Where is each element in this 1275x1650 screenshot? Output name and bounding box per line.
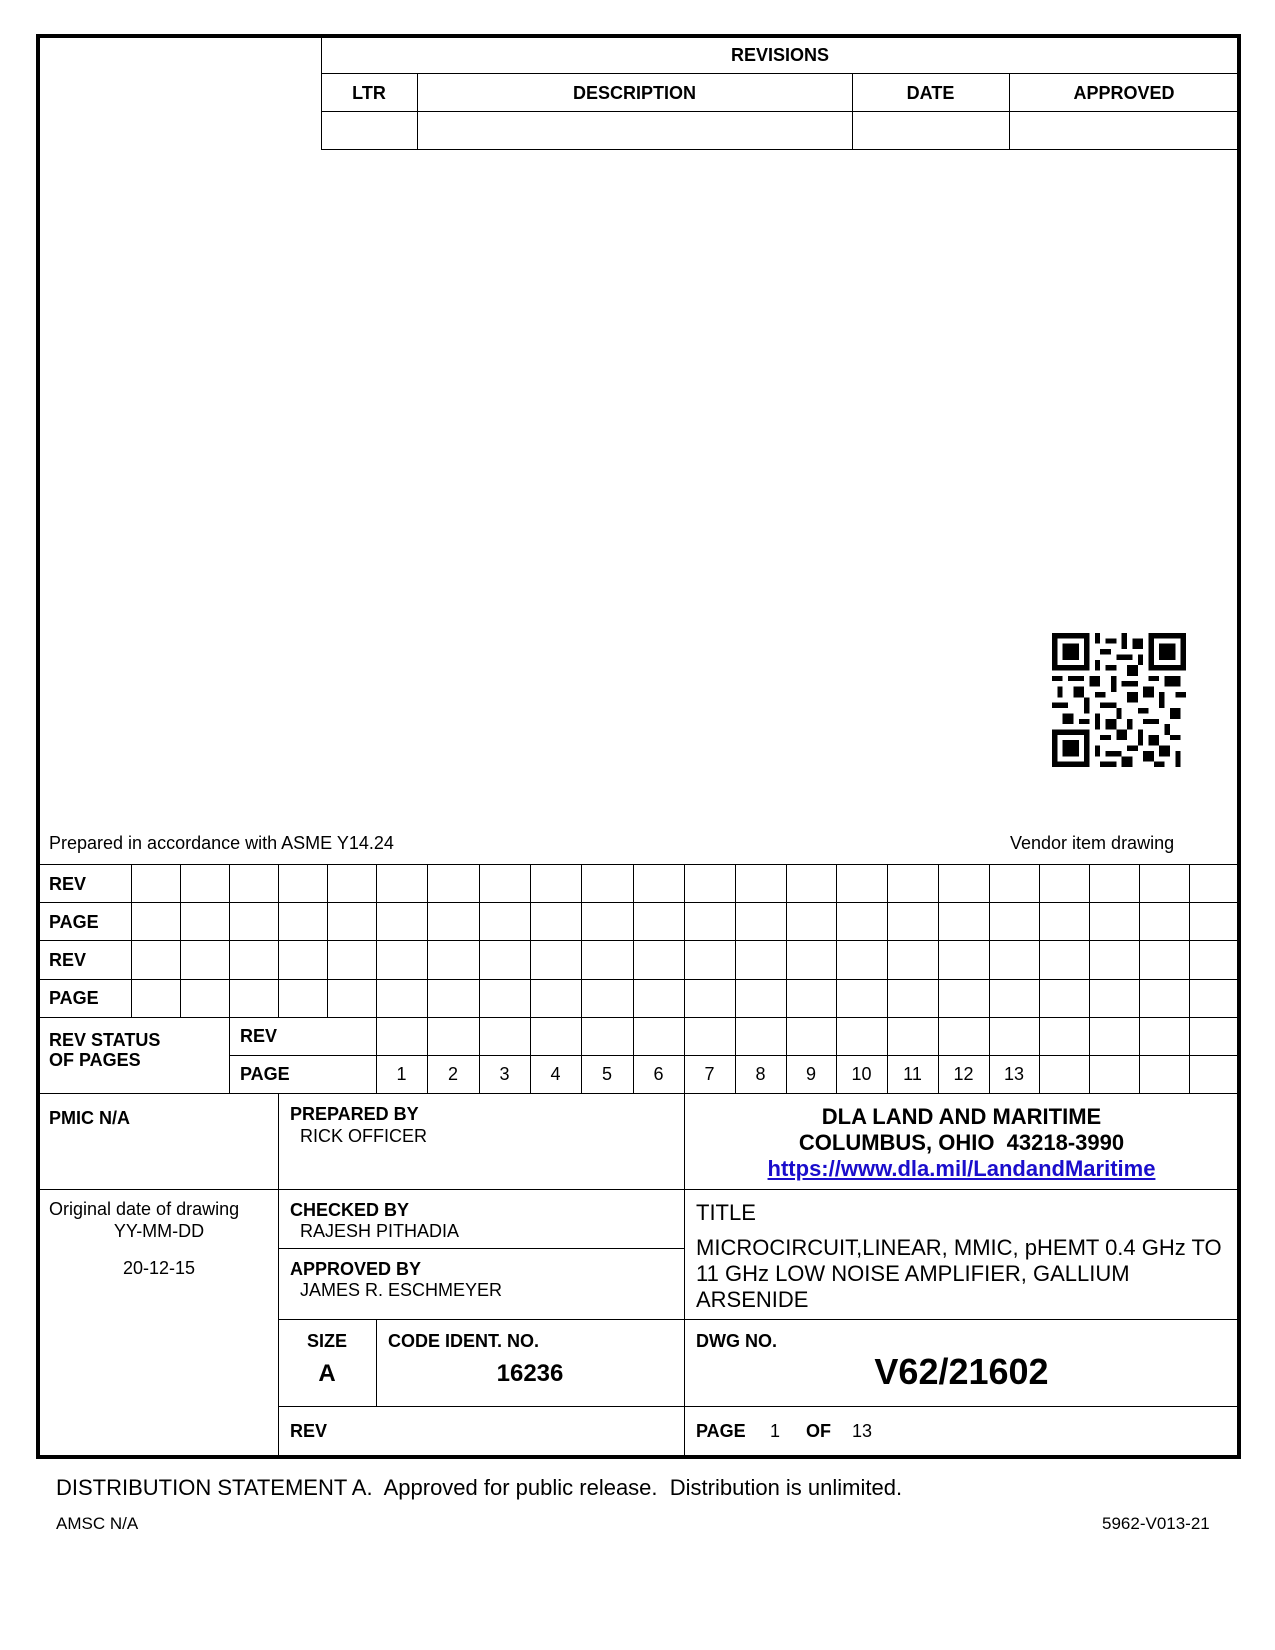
page-number: 4 [550, 1064, 561, 1084]
page-number: 1 [396, 1064, 407, 1084]
agency-link[interactable]: https://www.dla.mil/LandandMaritime [767, 1156, 1156, 1181]
original-date-label: Original date of drawing [49, 1199, 240, 1219]
page-number: 7 [704, 1064, 715, 1084]
page-number: 10 [851, 1064, 872, 1084]
date-format: YY-MM-DD [113, 1221, 205, 1241]
asme-note: Prepared in accordance with ASME Y14.24 [49, 833, 394, 853]
status-rev-label: REV [240, 1026, 278, 1046]
revisions-title: REVISIONS [730, 45, 830, 65]
title-label: TITLE [696, 1200, 756, 1225]
total-pages: 13 [852, 1421, 873, 1441]
page-number: 8 [755, 1064, 766, 1084]
page-number: 2 [447, 1064, 458, 1084]
page-number: 11 [903, 1064, 922, 1084]
page-number: 9 [805, 1064, 816, 1084]
distribution-statement: DISTRIBUTION STATEMENT A. Approved for public release. Distribution is unlimited. [56, 1475, 903, 1500]
qr-code [1052, 633, 1186, 767]
code-ident-value: 16236 [496, 1360, 564, 1387]
agency-address: COLUMBUS, OHIO 43218-3990 [798, 1130, 1125, 1155]
row-label-page: PAGE [49, 988, 99, 1008]
checked-by-label: CHECKED BY [290, 1200, 410, 1220]
doc-number: 5962-V013-21 [1102, 1514, 1210, 1533]
amsc-label: AMSC N/A [56, 1514, 139, 1533]
page-number: 6 [653, 1064, 664, 1084]
approved-by-label: APPROVED BY [290, 1259, 422, 1279]
page-number: 13 [1003, 1064, 1025, 1084]
page-number: 12 [953, 1064, 974, 1084]
status-page-label: PAGE [240, 1064, 290, 1084]
approved-by-name: JAMES R. ESCHMEYER [300, 1280, 503, 1300]
agency-name: DLA LAND AND MARITIME [821, 1104, 1102, 1129]
size-label: SIZE [306, 1331, 347, 1351]
row-label-rev: REV [49, 874, 87, 894]
of-label: OF [806, 1421, 831, 1441]
page-number: 5 [601, 1064, 612, 1084]
vendor-note: Vendor item drawing [1010, 833, 1175, 853]
dwg-no-value: V62/21602 [874, 1351, 1049, 1392]
col-date: DATE [906, 83, 955, 103]
code-ident-label: CODE IDENT. NO. [388, 1331, 540, 1351]
original-date: 20-12-15 [122, 1258, 196, 1278]
row-label-page: PAGE [49, 912, 99, 932]
pmic-label: PMIC N/A [49, 1108, 130, 1128]
title-text: MICROCIRCUIT,LINEAR, MMIC, pHEMT 0.4 GHz TO 11 GHz LOW NOISE AMPLIFIER, GALLIUM ARSENIDE [696, 1235, 1222, 1312]
col-ltr: LTR [352, 83, 386, 103]
page-value: 1 [770, 1421, 781, 1441]
rev-label: REV [290, 1421, 328, 1441]
col-description: DESCRIPTION [572, 83, 696, 103]
rev-status-label: REV STATUS OF PAGES [49, 1030, 161, 1070]
checked-by-name: RAJESH PITHADIA [300, 1221, 460, 1241]
page-label: PAGE [696, 1421, 746, 1441]
prepared-by-label: PREPARED BY [290, 1104, 419, 1124]
dwg-no-label: DWG NO. [696, 1331, 777, 1351]
col-approved: APPROVED [1073, 83, 1175, 103]
size-value: A [318, 1360, 336, 1387]
prepared-by-name: RICK OFFICER [300, 1126, 428, 1146]
page-number: 3 [499, 1064, 510, 1084]
row-label-rev: REV [49, 950, 87, 970]
